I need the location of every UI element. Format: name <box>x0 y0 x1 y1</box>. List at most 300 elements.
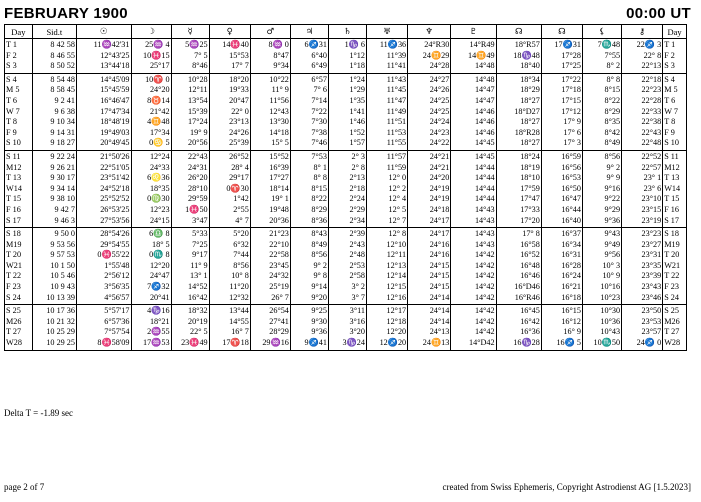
table-cell <box>171 228 209 305</box>
cell-value: 10 29 25 <box>46 338 75 348</box>
cell-value: T 1 <box>6 40 17 49</box>
cell-value: 20°19 <box>188 316 208 326</box>
cell-value: 9°29 <box>604 204 621 214</box>
cell-value: 1°55'48 <box>104 260 130 270</box>
cell-value: 7°53 <box>311 151 327 161</box>
cell-value: 22°18 <box>641 74 662 84</box>
cell-value: 11°49 <box>386 106 407 116</box>
cell-value: 15°39 <box>188 106 208 116</box>
cell-value: 22°48 <box>641 138 662 148</box>
cell-value: 14°R49 <box>469 40 495 49</box>
cell-value: 8♒ 0 <box>268 40 289 49</box>
cell-value: 24°52'18 <box>100 183 130 193</box>
cell-value: 8 50 52 <box>50 61 75 71</box>
cell-value: 4♊48 <box>147 117 170 127</box>
cell-value: 12°11 <box>386 250 407 260</box>
cell-value: 3°56'35 <box>104 282 130 292</box>
cell-value: 8°22 <box>311 194 327 204</box>
cell-value: 8°29 <box>311 204 327 214</box>
cell-value: 3°47 <box>192 215 208 225</box>
cell-value: 3° 2 <box>351 282 365 292</box>
cell-value: 21°23 <box>269 229 289 239</box>
cell-value: 24°27 <box>429 74 450 84</box>
cell-value: 2°29 <box>349 204 365 214</box>
cell-value: 17°33 <box>520 204 540 214</box>
cell-value: 12°11 <box>188 85 208 95</box>
cell-value: 23° 6 <box>643 183 662 193</box>
table-cell <box>328 228 366 305</box>
table-cell <box>496 228 541 305</box>
table-cell <box>250 39 290 74</box>
cell-value: S 3 <box>6 61 17 71</box>
table-cell <box>131 228 171 305</box>
cell-value: 8° 2 <box>606 61 621 71</box>
cell-value: 8 54 48 <box>50 74 75 84</box>
cell-value: 20°56 <box>188 138 208 148</box>
cell-value: 18°48'19 <box>100 117 130 127</box>
cell-value: 12°20 <box>149 260 170 270</box>
cell-value: 28°54'26 <box>100 229 130 239</box>
table-cell <box>582 228 621 305</box>
cell-value: 2°53 <box>349 260 365 270</box>
cell-value: 24°22 <box>429 138 450 148</box>
cell-value: 14°47 <box>474 95 495 105</box>
table-cell <box>541 39 582 74</box>
cell-value: 23°13 <box>229 117 249 127</box>
cell-value: 23°45 <box>269 260 289 270</box>
table-cell <box>5 305 33 350</box>
cell-value: 9° 2 <box>313 260 327 270</box>
cell-value: 2° 8 <box>351 162 365 172</box>
cell-value: 9°14 <box>311 282 327 292</box>
cell-value: 14°42 <box>474 306 495 316</box>
table-cell <box>250 73 290 150</box>
cell-value: 24°14 <box>429 292 450 302</box>
cell-value: 2°13 <box>349 173 365 183</box>
cell-value: 26° 7 <box>271 292 289 302</box>
cell-value: 11♐36 <box>379 40 407 49</box>
cell-value: 11°53 <box>386 127 407 137</box>
cell-value: 3°20 <box>349 327 365 337</box>
cell-value: T 13 <box>664 173 680 183</box>
cell-value: 8 42 58 <box>50 40 75 49</box>
cell-value: 19°33 <box>229 85 249 95</box>
cell-value: 7°22 <box>311 106 327 116</box>
table-cell <box>209 39 250 74</box>
cell-value: 9 38 10 <box>50 194 75 204</box>
cell-value: 16°56 <box>561 162 581 172</box>
cell-value: 24°19 <box>429 183 450 193</box>
cell-value: 8°42 <box>604 127 621 137</box>
cell-value: 8°47 <box>273 50 289 60</box>
cell-value: 16°46'47 <box>100 95 130 105</box>
cell-value: 11°59 <box>386 162 407 172</box>
cell-value: 17°15 <box>561 95 581 105</box>
table-cell <box>5 73 33 150</box>
cell-value: 10 1 50 <box>50 260 75 270</box>
cell-value: 24°21 <box>429 151 450 161</box>
table-cell <box>76 305 131 350</box>
cell-value: 24°17 <box>429 229 450 239</box>
cell-value: 7°30 <box>311 117 327 127</box>
cell-value: 20°41 <box>149 292 170 302</box>
cell-value: 10° 3 <box>602 260 621 270</box>
cell-value: 9°34 <box>273 61 289 71</box>
cell-value: 24°13 <box>429 327 450 337</box>
cell-value: 21°42 <box>149 106 170 116</box>
cell-value: 8°15 <box>604 85 621 95</box>
cell-value: 12°43'25 <box>100 50 130 60</box>
cell-value: 28°29 <box>269 327 289 337</box>
cell-value: 17° 6 <box>563 127 581 137</box>
cell-value: 23°35 <box>641 260 662 270</box>
cell-value: 11°39 <box>386 50 407 60</box>
cell-value: 14°44 <box>474 194 495 204</box>
cell-value: 10 21 32 <box>46 316 75 326</box>
cell-value: 23°50 <box>641 306 662 316</box>
cell-value: 16°53 <box>561 173 581 183</box>
cell-value: 7°55 <box>604 50 621 60</box>
cell-value: 10°16 <box>600 282 621 292</box>
table-cell <box>367 150 408 227</box>
cell-value: 8°15 <box>311 183 327 193</box>
cell-value: 14°18 <box>269 127 289 137</box>
cell-value: 1°41 <box>349 106 365 116</box>
cell-value: T 22 <box>6 271 22 281</box>
cell-value: 17°12 <box>561 106 581 116</box>
cell-value: T 20 <box>664 250 680 260</box>
cell-value: 16° 9 <box>563 327 581 337</box>
cell-value: 12° 0 <box>388 173 407 183</box>
table-cell <box>328 39 366 74</box>
cell-value: 26°54 <box>269 306 289 316</box>
cell-value: T 6 <box>6 95 17 105</box>
true-node-icon: ☊ <box>541 25 582 39</box>
cell-value: 7♏48 <box>597 40 621 49</box>
table-cell <box>5 150 33 227</box>
cell-value: 18°D27 <box>514 106 540 116</box>
cell-value: 2♒55 <box>147 327 170 337</box>
cell-value: 9°36 <box>311 327 327 337</box>
cell-value: S 17 <box>664 215 679 225</box>
cell-value: S 18 <box>664 229 679 239</box>
cell-value: 18°R57 <box>514 40 540 49</box>
page-title: FEBRUARY 1900 <box>4 5 128 22</box>
table-cell <box>622 73 663 150</box>
cell-value: S 4 <box>6 74 17 84</box>
cell-value: 10♓15 <box>143 50 170 60</box>
cell-value: 18°24 <box>520 151 540 161</box>
cell-value: F 23 <box>6 282 21 292</box>
cell-value: 17° 3 <box>563 138 581 148</box>
cell-value: 8° 1 <box>313 162 327 172</box>
cell-value: 17°24 <box>188 117 208 127</box>
table-cell <box>290 228 328 305</box>
cell-value: 9 18 27 <box>50 138 75 148</box>
cell-value: 7♐32 <box>147 282 170 292</box>
cell-value: 9 22 24 <box>50 151 75 161</box>
cell-value: 18°10 <box>520 173 540 183</box>
chiron-icon: ⚷ <box>622 25 663 39</box>
cell-value: 0♍30 <box>147 194 170 204</box>
table-cell <box>663 150 687 227</box>
cell-value: 9 26 21 <box>50 162 75 172</box>
cell-value: 9 57 53 <box>50 250 75 260</box>
cell-value: 24°24 <box>429 117 450 127</box>
cell-value: S 24 <box>664 292 679 302</box>
cell-value: 14♓40 <box>222 40 249 49</box>
cell-value: 16°46 <box>520 271 540 281</box>
cell-value: 19° 9 <box>190 127 208 137</box>
cell-value: 8°29 <box>604 106 621 116</box>
cell-value: 16°44 <box>561 204 581 214</box>
page-number: page 2 of 7 <box>4 482 45 492</box>
cell-value: 24°15 <box>429 271 450 281</box>
cell-value: 29°59 <box>188 194 208 204</box>
cell-value: 27°53'56 <box>100 215 130 225</box>
cell-value: 8♉14 <box>147 95 170 105</box>
cell-value: 1°42 <box>233 194 249 204</box>
cell-value: 9 14 31 <box>50 127 75 137</box>
cell-value: 25°19 <box>269 282 289 292</box>
cell-value: 17♈18 <box>222 338 249 348</box>
cell-value: 8° 8 <box>606 74 621 84</box>
cell-value: 2°43 <box>349 239 365 249</box>
cell-value: 2°48 <box>349 250 365 260</box>
cell-value: 2°56'12 <box>104 271 130 281</box>
table-cell <box>541 150 582 227</box>
cell-value: 12° 7 <box>388 215 407 225</box>
cell-value: 23°53 <box>641 316 662 326</box>
cell-value: 18°27 <box>520 138 540 148</box>
cell-value: 8°56 <box>311 250 327 260</box>
cell-value: 10 17 36 <box>46 306 75 316</box>
table-cell <box>328 150 366 227</box>
cell-value: 12°16 <box>386 292 407 302</box>
cell-value: 19° 1 <box>271 194 289 204</box>
cell-value: W21 <box>6 260 22 270</box>
cell-value: 22°38 <box>641 117 662 127</box>
cell-value: 10°43 <box>600 327 621 337</box>
cell-value: 11°47 <box>386 95 407 105</box>
table-cell <box>367 228 408 305</box>
cell-value: 9° 8 <box>313 271 327 281</box>
cell-value: 22°43 <box>188 151 208 161</box>
table-cell <box>408 150 451 227</box>
cell-value: 25°39 <box>229 138 249 148</box>
cell-value: 8°46 <box>192 61 208 71</box>
cell-value: 8°49 <box>311 239 327 249</box>
cell-value: 7°57'54 <box>104 327 130 337</box>
cell-value: 1°18 <box>349 61 365 71</box>
table-cell <box>171 150 209 227</box>
cell-value: 16°59 <box>561 151 581 161</box>
cell-value: 16°42 <box>520 316 540 326</box>
cell-value: 24♊13 <box>422 338 450 348</box>
cell-value: W14 <box>664 183 681 193</box>
table-cell <box>451 228 496 305</box>
sun-icon: ☉ <box>76 25 131 39</box>
cell-value: 7° 6 <box>313 85 327 95</box>
cell-value: F 2 <box>664 50 675 60</box>
cell-value: 28°10 <box>188 183 208 193</box>
cell-value: T 27 <box>6 327 22 337</box>
cell-value: 1°24 <box>349 74 365 84</box>
cell-value: S 25 <box>6 306 21 316</box>
cell-value: 10 13 39 <box>46 292 75 302</box>
cell-value: 14°44 <box>474 162 495 172</box>
table-cell <box>408 39 451 74</box>
table-cell <box>408 305 451 350</box>
cell-value: 9°22 <box>604 194 621 204</box>
cell-value: 13°44'18 <box>100 61 130 71</box>
cell-value: 22°43 <box>641 127 662 137</box>
cell-value: 5°20 <box>233 229 249 239</box>
table-cell <box>5 39 33 74</box>
cell-value: 9°43 <box>604 229 621 239</box>
cell-value: 14°48 <box>474 74 495 84</box>
cell-value: 22♐ 3 <box>636 40 662 49</box>
table-cell <box>622 39 663 74</box>
cell-value: 14°42 <box>474 260 495 270</box>
cell-value: 14°45'09 <box>100 74 130 84</box>
cell-value: 1♓50 <box>185 204 208 214</box>
cell-value: 23°23 <box>641 229 662 239</box>
cell-value: 8° 8 <box>313 173 327 183</box>
cell-value: 16°37 <box>561 229 581 239</box>
week-row <box>5 228 687 305</box>
cell-value: 14°D42 <box>469 338 495 348</box>
cell-value: 16°42 <box>188 292 208 302</box>
cell-value: 10°30 <box>600 306 621 316</box>
cell-value: 16°39 <box>269 162 289 172</box>
cell-value: 24°31 <box>188 162 208 172</box>
cell-value: 6°49 <box>311 61 327 71</box>
cell-value: 13°30 <box>269 117 289 127</box>
cell-value: 6°57'36 <box>104 316 130 326</box>
cell-value: 13°54 <box>188 95 208 105</box>
table-cell <box>622 305 663 350</box>
cell-value: 14♊49 <box>468 50 495 60</box>
cell-value: 14°42 <box>474 282 495 292</box>
cell-value: 10°36 <box>600 316 621 326</box>
cell-value: 17° 8 <box>522 229 540 239</box>
jupiter-icon: ♃ <box>290 25 328 39</box>
cell-value: 23°31 <box>641 250 662 260</box>
cell-value: 16°R46 <box>514 292 540 302</box>
table-cell <box>290 73 328 150</box>
cell-value: 24♐ 0 <box>636 338 662 348</box>
time-label: 00:00 UT <box>626 5 691 22</box>
cell-value: 16°34 <box>561 239 581 249</box>
cell-value: 24°19 <box>429 194 450 204</box>
table-cell <box>541 228 582 305</box>
cell-value: 24°17 <box>429 215 450 225</box>
cell-value: 9 6 38 <box>54 106 75 116</box>
cell-value: 12°15 <box>386 282 407 292</box>
cell-value: 24°32 <box>269 271 289 281</box>
cell-value: 14°46 <box>474 117 495 127</box>
cell-value: 12° 4 <box>388 194 407 204</box>
cell-value: 18♑48 <box>513 50 540 60</box>
cell-value: 18°14 <box>269 183 289 193</box>
cell-value: S 11 <box>6 151 21 161</box>
cell-value: 12° 2 <box>388 183 407 193</box>
cell-value: 8°22 <box>604 95 621 105</box>
cell-value: 14°42 <box>474 316 495 326</box>
cell-value: 7° 5 <box>194 50 208 60</box>
cell-value: 9°56 <box>604 250 621 260</box>
cell-value: 17♒53 <box>143 338 170 348</box>
cell-value: 12♐20 <box>379 338 407 348</box>
cell-value: 14°43 <box>474 229 495 239</box>
cell-value: 16°18 <box>561 292 581 302</box>
cell-value: 14°42 <box>474 292 495 302</box>
cell-value: 11° 9 <box>271 85 289 95</box>
cell-value: 19°48 <box>269 204 289 214</box>
cell-value: T 6 <box>664 95 676 105</box>
table-cell <box>76 39 131 74</box>
credit-line: created from Swiss Ephemeris, Copyright Astrodienst AG [1.5.2023] <box>442 482 691 492</box>
table-cell <box>131 73 171 150</box>
mercury-icon: ☿ <box>171 25 209 39</box>
table-cell <box>367 39 408 74</box>
cell-value: W14 <box>6 183 22 193</box>
cell-value: 24°16 <box>429 250 450 260</box>
cell-value: 9 2 41 <box>54 95 75 105</box>
cell-value: 15°52 <box>269 151 289 161</box>
cell-value: 14°42 <box>474 327 495 337</box>
cell-value: 21°50'26 <box>100 151 130 161</box>
cell-value: 22°58 <box>269 250 289 260</box>
table-cell <box>209 150 250 227</box>
table-cell <box>5 228 33 305</box>
cell-value: 16°28 <box>561 260 581 270</box>
cell-value: 16°24 <box>561 271 581 281</box>
table-cell <box>582 39 621 74</box>
cell-value: 3°11 <box>349 306 365 316</box>
cell-value: 24°15 <box>149 215 170 225</box>
cell-value: 23° 1 <box>643 173 662 183</box>
cell-value: 24°21 <box>429 162 450 172</box>
cell-value: 5°57'17 <box>104 306 130 316</box>
cell-value: 9°25 <box>311 306 327 316</box>
cell-value: 11°43 <box>386 74 407 84</box>
cell-value: 12°14 <box>386 271 407 281</box>
cell-value: 14°44 <box>474 183 495 193</box>
cell-value: 9°20 <box>311 292 327 302</box>
cell-value: 22°10 <box>269 239 289 249</box>
cell-value: W21 <box>664 260 681 270</box>
table-cell <box>131 305 171 350</box>
column-header-day: Day <box>5 25 33 39</box>
cell-value: 5♒25 <box>185 40 208 49</box>
cell-value: 24°26 <box>229 127 249 137</box>
cell-value: 14°43 <box>474 204 495 214</box>
cell-value: 9 42 7 <box>54 204 75 214</box>
cell-value: 16°40 <box>561 215 581 225</box>
cell-value: 17°34 <box>149 127 170 137</box>
cell-value: S 11 <box>664 151 679 161</box>
table-cell <box>663 228 687 305</box>
cell-value: 9♐41 <box>304 338 327 348</box>
cell-value: 8°35 <box>604 117 621 127</box>
cell-value: 16♐ 5 <box>556 338 581 348</box>
cell-value: 11°55 <box>386 138 407 148</box>
cell-value: 23°51'42 <box>100 173 130 183</box>
table-cell <box>582 305 621 350</box>
table-cell <box>663 39 687 74</box>
